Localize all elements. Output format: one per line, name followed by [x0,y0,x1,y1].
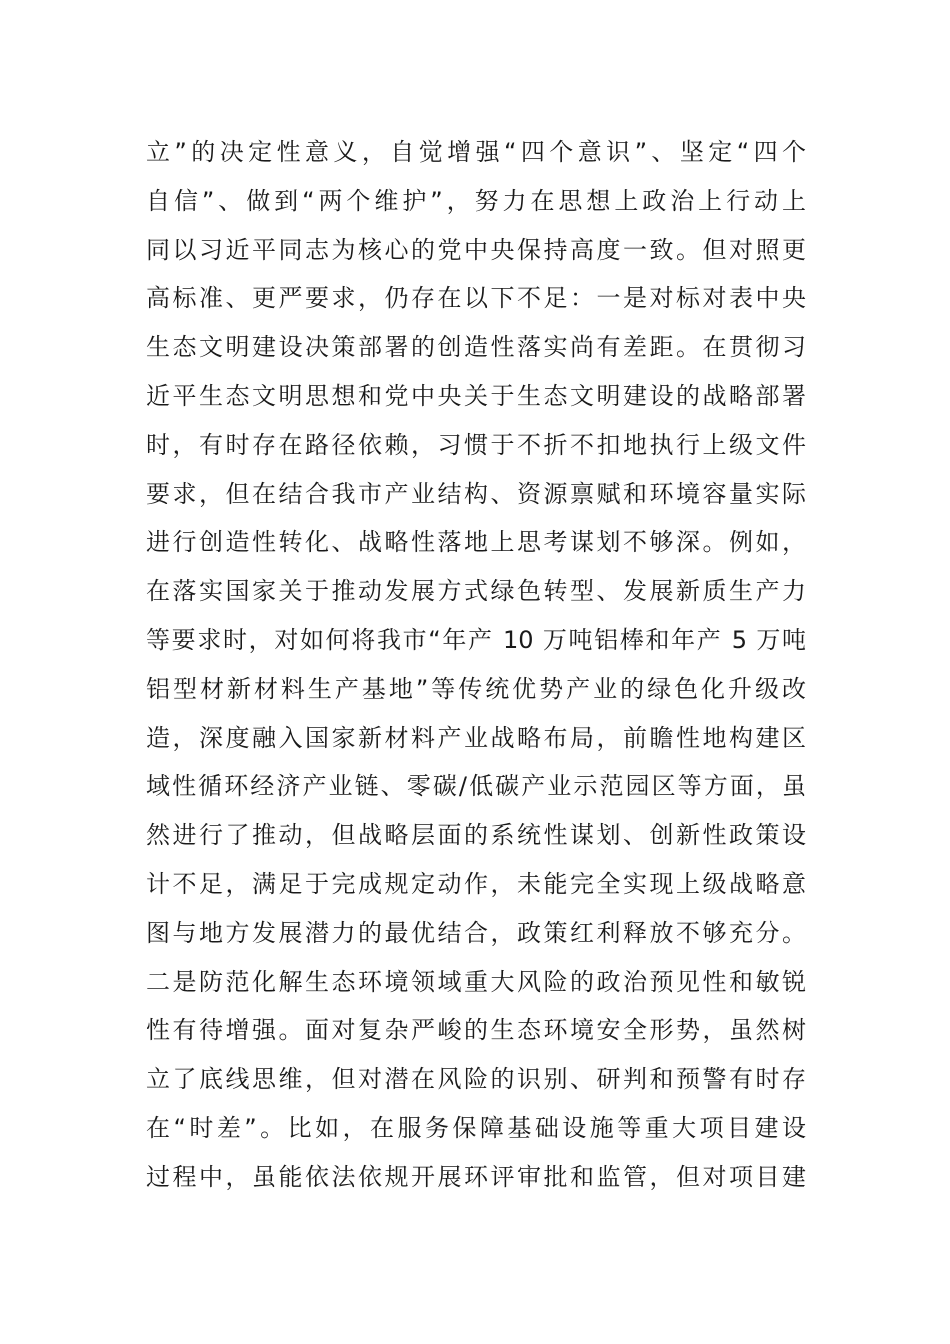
text-line: 造，深度融入国家新材料产业战略布局，前瞻性地构建区 [146,723,806,752]
text-line: 在落实国家关于推动发展方式绿色转型、发展新质生产力 [146,577,806,606]
text-line: 要求，但在结合我市产业结构、资源禀赋和环境容量实际 [146,479,806,508]
text-line: 性有待增强。面对复杂严峻的生态环境安全形势，虽然树 [146,1016,806,1045]
text-line: 图与地方发展潜力的最优结合，政策红利释放不够充分。 [146,918,806,947]
text-line: 同以习近平同志为核心的党中央保持高度一致。但对照更 [146,235,806,264]
text-line: 等要求时，对如何将我市“年产 10 万吨铝棒和年产 5 万吨 [146,625,806,654]
text-line: 域性循环经济产业链、零碳/低碳产业示范园区等方面，虽 [146,772,806,801]
text-line: 二是防范化解生态环境领域重大风险的政治预见性和敏锐 [146,967,806,996]
text-line: 自信”、做到“两个维护”，努力在思想上政治上行动上 [146,186,806,215]
text-line: 高标准、更严要求，仍存在以下不足：一是对标对表中央 [146,284,806,313]
text-line: 立”的决定性意义，自觉增强“四个意识”、坚定“四个 [146,138,806,166]
text-line: 立了底线思维，但对潜在风险的识别、研判和预警有时存 [146,1065,806,1094]
body-text [146,128,806,1202]
text-line: 时，有时存在路径依赖，习惯于不折不扣地执行上级文件 [146,430,806,459]
text-line: 然进行了推动，但战略层面的系统性谋划、创新性政策设 [146,821,806,850]
text-line: 过程中，虽能依法依规开展环评审批和监管，但对项目建 [146,1162,806,1191]
text-line: 在“时差”。比如，在服务保障基础设施等重大项目建设 [146,1113,806,1142]
text-line: 生态文明建设决策部署的创造性落实尚有差距。在贯彻习 [146,333,806,362]
text-line: 进行创造性转化、战略性落地上思考谋划不够深。例如， [146,528,806,557]
text-line: 铝型材新材料生产基地”等传统优势产业的绿色化升级改 [146,674,806,703]
text-line: 计不足，满足于完成规定动作，未能完全实现上级战略意 [146,869,806,898]
text-line: 近平生态文明思想和党中央关于生态文明建设的战略部署 [146,381,806,410]
